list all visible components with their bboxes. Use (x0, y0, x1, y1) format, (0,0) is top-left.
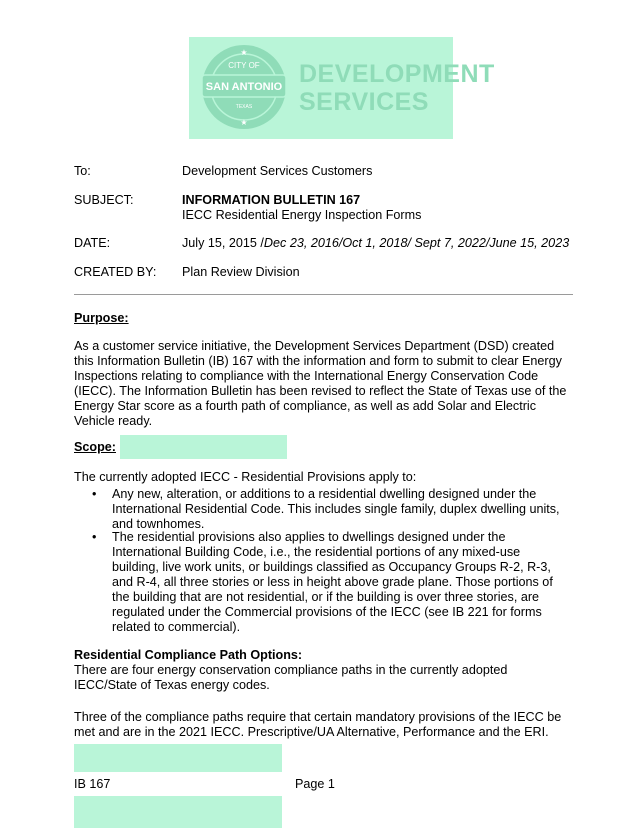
compliance-line: Three of the compliance paths require that certain mandatory provisions of the IECC be (74, 710, 562, 724)
compliance-line: IECC/State of Texas energy codes. (74, 678, 270, 692)
compliance-paragraph-1 (74, 663, 574, 693)
header-divider (74, 294, 573, 295)
bullet-line: the building that are not residential, or if the building is over three stories, are (112, 590, 540, 604)
scope-bullet-2 (112, 530, 572, 635)
purpose-line: (IECC). The Information Bulletin has been revised to reflect the State of Texas use of the (74, 384, 567, 398)
created-by-value: Plan Review Division (182, 265, 300, 279)
to-label: To: (74, 164, 91, 178)
purpose-line: Vehicle ready. (74, 414, 153, 428)
bullet-line: International Residential Code. This includes single family, duplex dwelling units, (112, 502, 560, 516)
purpose-paragraph (74, 339, 574, 429)
svg-text:★: ★ (240, 48, 248, 57)
subject-title: INFORMATION BULLETIN 167 (182, 193, 361, 207)
purpose-line: Inspections relating to compliance with the International Energy Conservation Code (74, 369, 539, 383)
date-value (182, 236, 569, 251)
scope-intro: The currently adopted IECC - Residential Provisions apply to: (74, 470, 417, 484)
date-revisions: Dec 23, 2016/Oct 1, 2018/ Sept 7, 2022/June 15, 2023 (263, 236, 570, 250)
created-by-label: CREATED BY: (74, 265, 157, 279)
subject-subtitle: IECC Residential Energy Inspection Forms (182, 208, 422, 222)
to-value: Development Services Customers (182, 164, 373, 178)
purpose-line: Energy Star score as a fourth path of compliance, as well as add Solar and Electric (74, 399, 537, 413)
seal-top-text: CITY OF (228, 61, 260, 70)
purpose-line: As a customer service initiative, the Development Services Department (DSD) created (74, 339, 555, 353)
logo-word-development: DEVELOPMENT (299, 60, 495, 88)
city-seal-icon (199, 42, 289, 132)
logo-word-services: SERVICES (299, 88, 429, 116)
department-logo (189, 37, 495, 139)
scope-heading: Scope: (74, 440, 116, 454)
date-original: July 15, 2015 / (182, 236, 264, 250)
compliance-line: There are four energy conservation compliance paths in the currently adopted (74, 663, 508, 677)
bullet-line: building, live work units, or buildings classified as Occupancy Groups R-2, R-3, (112, 560, 551, 574)
footer-doc-id: IB 167 (74, 777, 111, 791)
redaction-block (74, 796, 282, 828)
bullet-line: related to commercial). (112, 620, 241, 634)
seal-bottom-text: TEXAS (235, 104, 253, 110)
compliance-paragraph-2 (74, 710, 574, 740)
bullet-line: Any new, alteration, or additions to a residential dwelling designed under the (112, 487, 537, 501)
scope-bullet-1 (112, 487, 572, 532)
bullet-line: and townhomes. (112, 517, 205, 531)
redaction-block (74, 744, 282, 772)
subject-label: SUBJECT: (74, 193, 134, 207)
svg-text:★: ★ (240, 118, 248, 127)
purpose-line: this Information Bulletin (IB) 167 with the information and form to submit to clear Energy (74, 354, 562, 368)
bullet-line: International Building Code, i.e., the residential portions of any mixed-use (112, 545, 521, 559)
footer-page-number: Page 1 (295, 777, 335, 791)
purpose-heading: Purpose: (74, 311, 129, 325)
bullet-icon: • (92, 487, 97, 501)
bullet-line: The residential provisions also applies to dwellings designed under the (112, 530, 506, 544)
redaction-block (120, 435, 287, 459)
compliance-line: met and are in the 2021 IECC. Prescriptive/UA Alternative, Performance and the ERI. (74, 725, 549, 739)
seal-main-text: SAN ANTONIO (205, 81, 283, 93)
bullet-icon: • (92, 530, 97, 544)
compliance-heading: Residential Compliance Path Options: (74, 648, 303, 662)
date-label: DATE: (74, 236, 111, 250)
bullet-line: regulated under the Commercial provisions of the IECC (see IB 221 for forms (112, 605, 542, 619)
bullet-line: and R-4, all three stories or less in height above grade plane. Those portions of (112, 575, 553, 589)
